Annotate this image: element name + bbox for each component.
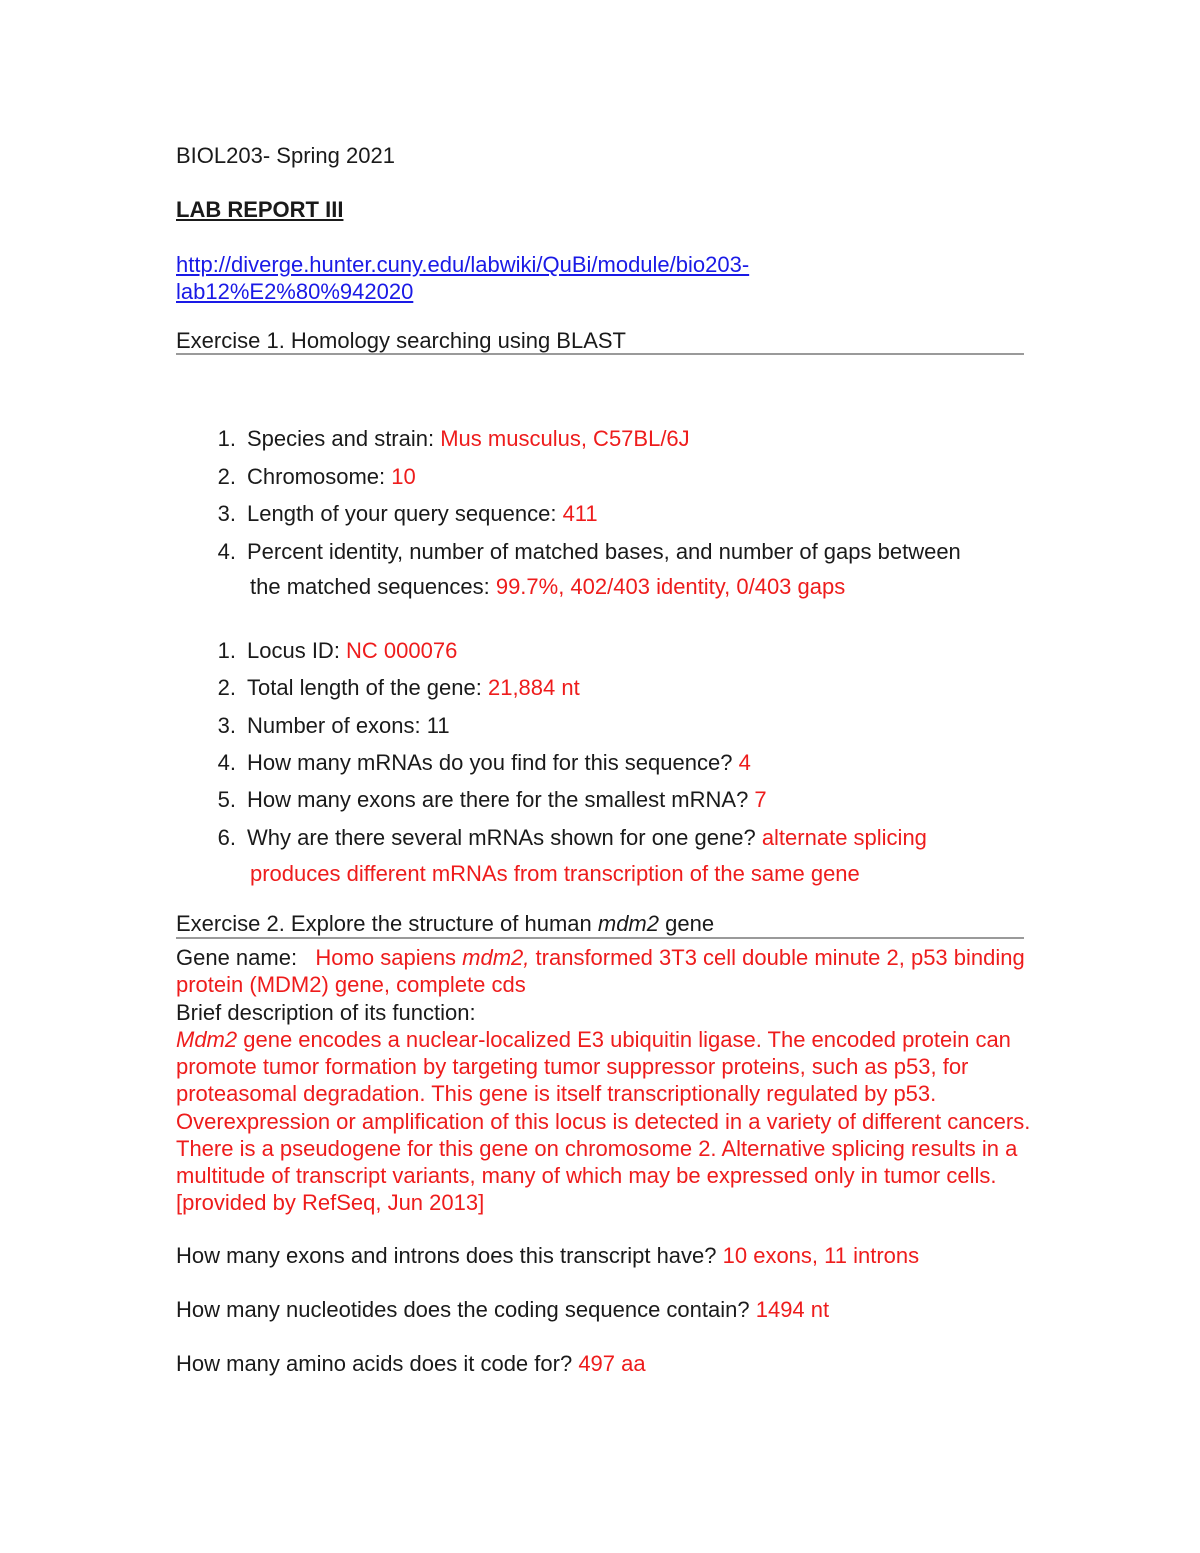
list-number: 2.: [217, 464, 236, 489]
heading-gene-name: mdm2: [597, 911, 659, 936]
list-item-continuation: [250, 573, 845, 601]
answer-text: 4: [738, 750, 751, 775]
exercise2-rule: [176, 937, 1024, 939]
list-number: 4.: [217, 750, 236, 775]
answer-text: 99.7%, 402/403 identity, 0/403 gaps: [495, 574, 846, 599]
question-text: Species and strain:: [247, 426, 441, 451]
question-text: Number of exons: 11: [247, 713, 450, 738]
answer-text: 1494 nt: [755, 1297, 830, 1322]
answer-text: 497 aa: [578, 1351, 646, 1376]
answer-text: 7: [754, 787, 767, 812]
gene-name-description: transformed 3T3 cell double minute 2, p53 binding protein (MDM2) gene, complete cds: [176, 945, 1025, 998]
report-title: LAB REPORT III: [176, 197, 344, 222]
exercise2-heading: [176, 910, 714, 938]
function-text: gene encodes a nuclear-localized E3 ubiquitin ligase. The encoded protein can promote tumor formation by targeting tumor suppressor proteins, such as p53, for proteasomal degradation. This gene is itself transcriptionally regulated by p53. Overexpression or amplification of this locus is detected in a variety of different cancers. There is a pseudogene for this gene on chromosome 2. Alternative splicing results in a multitude of transcript variants, many of which may be expressed only in tumor cells. [provided by RefSeq, Jun 2013]: [176, 1027, 1031, 1216]
question-exons-introns: [176, 1242, 919, 1270]
list-item: [247, 500, 598, 528]
heading-text-end: gene: [659, 911, 715, 936]
gene-name-paragraph: [176, 944, 1036, 998]
gene-name-label: Gene name:: [176, 945, 316, 970]
list-number: 6.: [217, 825, 236, 850]
gene-name-symbol: mdm2,: [462, 945, 530, 970]
list-item: [247, 463, 416, 491]
question-text: Length of your query sequence:: [247, 501, 563, 526]
list-item: [247, 824, 927, 852]
question-text: How many exons are there for the smallest mRNA?: [247, 787, 755, 812]
answer-text: 10 exons, 11 introns: [722, 1243, 920, 1268]
gene-name-species: Homo sapiens: [315, 945, 463, 970]
list-item: [247, 425, 690, 453]
question-text: Why are there several mRNAs shown for one gene?: [247, 825, 762, 850]
answer-text: 10: [391, 464, 416, 489]
list-number: 3.: [217, 713, 236, 738]
question-text: Total length of the gene:: [247, 675, 488, 700]
question-amino-acids: [176, 1350, 646, 1378]
lab-link-line2[interactable]: lab12%E2%80%942020: [176, 279, 414, 304]
answer-text: Mus musculus, C57BL/6J: [440, 426, 690, 451]
exercise1-heading: Exercise 1. Homology searching using BLAST: [176, 328, 626, 353]
list-number: 1.: [217, 638, 236, 663]
list-item: [247, 786, 767, 814]
answer-text: 21,884 nt: [487, 675, 580, 700]
exercise1-rule: [176, 353, 1024, 355]
list-item: [247, 712, 450, 740]
lab-link-line1[interactable]: http://diverge.hunter.cuny.edu/labwiki/QuBi/module/bio203-: [176, 252, 750, 277]
answer-text: 411: [562, 501, 598, 526]
list-number: 2.: [217, 675, 236, 700]
answer-text: NC 000076: [346, 638, 458, 663]
list-item: [247, 637, 457, 665]
question-text: Chromosome:: [247, 464, 392, 489]
question-text: How many amino acids does it code for?: [176, 1351, 579, 1376]
answer-text: alternate splicing: [761, 825, 927, 850]
list-number: 4.: [217, 539, 236, 564]
list-item-continuation: produces different mRNAs from transcription of the same gene: [250, 861, 860, 886]
list-number: 1.: [217, 426, 236, 451]
question-text: the matched sequences:: [250, 574, 496, 599]
question-text: How many nucleotides does the coding sequence contain?: [176, 1297, 756, 1322]
question-text: Percent identity, number of matched bases, and number of gaps between: [247, 539, 961, 564]
question-nucleotides: [176, 1296, 829, 1324]
list-number: 5.: [217, 787, 236, 812]
question-text: Locus ID:: [247, 638, 347, 663]
list-item: [247, 538, 961, 566]
list-number: 3.: [217, 501, 236, 526]
function-description: [176, 1026, 1036, 1216]
list-item: [247, 749, 751, 777]
function-gene-symbol: Mdm2: [176, 1027, 238, 1052]
list-item: [247, 674, 580, 702]
question-text: How many exons and introns does this transcript have?: [176, 1243, 723, 1268]
function-label: Brief description of its function:: [176, 1000, 476, 1025]
heading-text: Exercise 2. Explore the structure of human: [176, 911, 598, 936]
course-title: BIOL203- Spring 2021: [176, 143, 395, 168]
question-text: How many mRNAs do you find for this sequence?: [247, 750, 739, 775]
